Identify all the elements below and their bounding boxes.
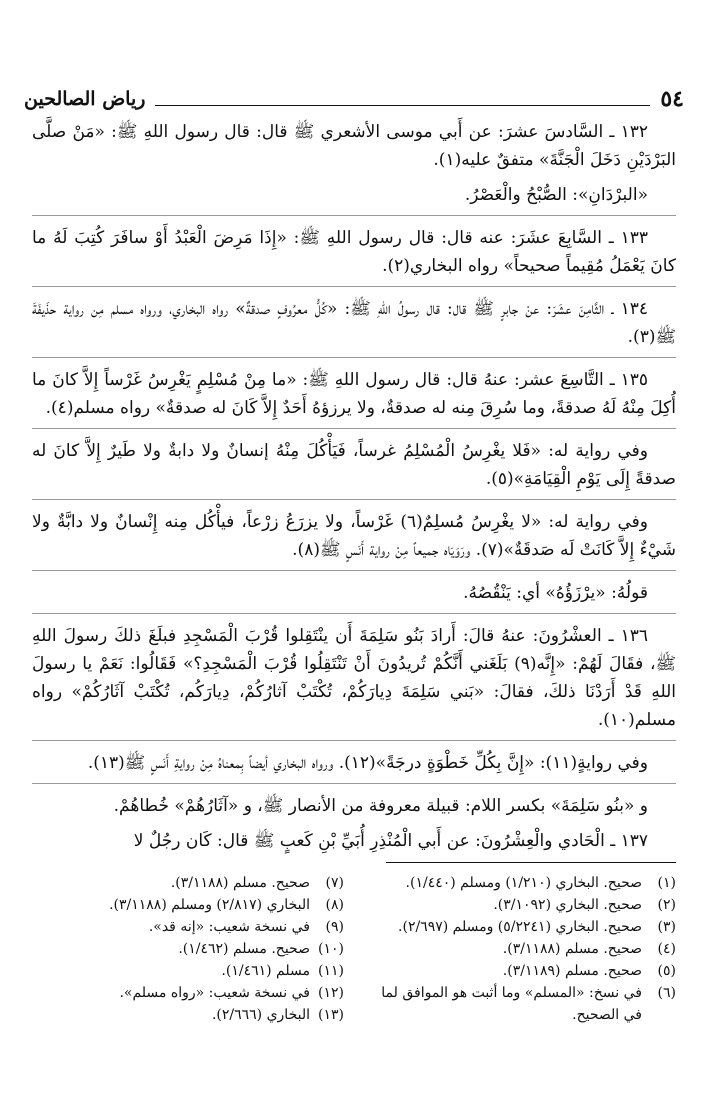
footnote [32, 872, 344, 894]
header-rule [155, 105, 650, 106]
footnote-text: صحيح. مسلم (٣/١١٨٨). [170, 875, 310, 891]
footnote [32, 894, 344, 916]
footnote-text: مسلم (١/٤٦١). [221, 963, 310, 979]
footnote [32, 938, 344, 960]
footnote-text: صحيح. البخاري (٣/١٠٩٢). [493, 897, 642, 913]
gloss-banu-salima: و «بنُو سَلِمَةَ» بكسر اللام: قبيلة معروفة من الأنصار ﷺ، و «آثَارُهُمْ» خُطاهُمْ. [113, 796, 648, 816]
footnote-text: صحيح. البخاري (٥/٢٢٤١) ومسلم (٢/٦٩٧). [398, 919, 642, 935]
footnote [32, 960, 344, 982]
footnote-text: البخاري (٢/٨١٧) ومسلم (٣/١١٨٨). [109, 897, 310, 913]
footnote [32, 1004, 344, 1026]
footnote [364, 960, 676, 982]
footnote [32, 916, 344, 938]
page-number: ٥٤ [660, 86, 684, 112]
hadith-137-start: ١٣٧ ـ الْحَادي والْعِشْرُونَ: عن أَبي الْمُنْذِرِ أُبَيِّ بْنِ كَعبٍ ﷺ قال: كَان رجُلٌ لا [133, 831, 648, 851]
footnote [364, 982, 676, 1026]
footnote [364, 916, 676, 938]
footnote [364, 872, 676, 894]
footnote-number: (٤) [657, 941, 676, 957]
hadith-135: ١٣٥ ـ التَّاسِعَ عشر: عنهُ قال: قال رسول اللهِ ﷺ: «ما مِنْ مُسْلِمٍ يَغْرِسُ غَرْساً إِلاَّ كانَ ما أُكِلَ مِنْهُ لَهُ صدقةً، وما سُرِقَ مِنه له صدقةٌ، ولا يرزؤهُ أَحَدٌ إِلاَّ كَانَ له صدقةٌ» رواه مسلم(٤). [32, 366, 676, 429]
footnote-number: (٧) [325, 875, 344, 891]
footnote-text: صحيح. البخاري (١/٢١٠) ومسلم (١/٤٤٠). [405, 875, 642, 891]
riwaya-2: وفي رواية له: «لا يغْرِسُ مُسلِمٌ(٦) غَرْساً، ولا يزرَعُ زرْعاً، فيأْكُل مِنه إِنْسانٌ ولا دابَّةٌ ولا شَيْءٌ إِلاَّ كَانَتْ لَه صَدقَةٌ»(٧). ورَوَيَاه جميعاً مِنْ رواية أَنَسٍ ﷺ(٨). [32, 508, 676, 571]
footnote [364, 894, 676, 916]
riwaya-3: وفي روايةٍ(١١): «إِنَّ بِكُلِّ خَطْوَةٍ درجَةً»(١٢). ورواه البخاري أيضاً بِمعناهُ مِنْ روايةِ أَنَسٍ ﷺ(١٣). [32, 749, 676, 784]
hadith-133: ١٣٣ ـ السَّابِعَ عشَرَ: عنه قال: قال رسول اللهِ ﷺ: «إِذَا مَرِضَ الْعَبْدُ أَوْ سافَرَ كُتِبَ لَهُ ما كانَ يَعْمَلُ مُقِيماً صحيحاً» رواه البخاري(٢). [32, 224, 676, 287]
footnote-text: في نسخة شعيب: «إنه قد». [148, 919, 310, 935]
page-header [24, 80, 684, 112]
footnote-number: (١١) [318, 963, 344, 979]
footnote-text: صحيح. مسلم (١/٤٦٢). [178, 941, 310, 957]
hadith-136: ١٣٦ ـ العشْرُونَ: عنهُ قالَ: أَرادَ بَنُو سَلِمَةَ أَن ينْتَقِلوا قُرْبَ الْمَسْجِدِ فبلَغَ ذلكَ رسولَ اللهِ ﷺ، فقَالَ لَهُمْ: «إِنَّه(٩) بَلَغَني أَنَّكُمْ تُريدُونَ أَنْ تَنْتَقِلُوا قُرْبَ الْمَسْجِدِ؟» فَقَالُوا: نَعَمْ يا رسولَ اللهِ قَدْ أَرَدْنَا ذلكَ، فقالَ: «بَني سَلِمَةَ دِيارَكُمْ، تُكْتَبْ آثارُكُمْ، دِيارَكُم، تُكْتَبْ آثَارُكُمْ» رواه مسلم(١٠). [32, 622, 676, 741]
footnotes-right-column [364, 872, 676, 1026]
footnote-number: (١٢) [318, 985, 344, 1001]
footnote-number: (٢) [657, 897, 676, 913]
footnote-number: (٨) [325, 897, 344, 913]
main-text [32, 118, 676, 862]
gloss-bardan: «البرْدَانِ»: الصُّبْحُ والْعَصْرُ. [32, 181, 676, 216]
footnote-number: (٩) [325, 919, 344, 935]
footnote-text: في نسخة شعيب: «رواه مسلم». [119, 985, 310, 1001]
footnote-number: (٣) [657, 919, 676, 935]
footnote-number: (١٠) [318, 941, 344, 957]
gloss-yarzauhu: قولُهُ: «يرْزَؤُهُ» أي: يَنْقُصُهُ. [32, 579, 676, 614]
footnote-number: (١٣) [318, 1007, 344, 1023]
book-title: رياض الصالحين [24, 88, 146, 110]
footnote-rule [386, 862, 676, 863]
hadith-134: ١٣٤ ـ الثَّامِنَ عشَرَ: عنْ جابرٍ ﷺ قال: قال رسولُ اللهِ ﷺ: «كُلُّ معرُوفٍ صدقةٌ» رواه البخاري، ورواه مسلم مِن رواية حذَيفَةَ ﷺ(٣). [32, 295, 676, 358]
footnote [364, 938, 676, 960]
footnote-text: البخاري (٢/٦٦٦). [211, 1007, 310, 1023]
footnote-number: (١) [657, 875, 676, 891]
footnote-text: صحيح. مسلم (٣/١١٨٨). [502, 941, 642, 957]
footnotes [32, 872, 676, 1026]
footnote-text: صحيح. مسلم (٣/١١٨٩). [502, 963, 642, 979]
footnote-text: في نسخ: «المسلم» وما أثبت هو الموافق لما في الصحيح. [381, 985, 642, 1023]
hadith-132: ١٣٢ ـ السَّادسَ عشرَ: عن أَبي موسى الأشعري ﷺ قال: قال رسول اللهِ ﷺ: «مَنْ صلَّى البَرْدَيْنِ دَخَلَ الْجَنَّةَ» متفقٌ عليه(١). [32, 122, 676, 170]
footnote-number: (٥) [657, 963, 676, 979]
footnote-number: (٦) [657, 985, 676, 1001]
footnote [32, 982, 344, 1004]
footnotes-left-column [32, 872, 344, 1026]
riwaya-1: وفي رواية له: «فَلا يغْرِسُ الْمُسْلِمُ غرساً، فَيَأْكُلَ مِنْهُ إنسانٌ ولا دابةٌ ولا طَيرٌ إِلاَّ كانَ له صدقةً إِلَى يَوْمِ الْقِيَامَةِ»(٥). [32, 437, 676, 500]
